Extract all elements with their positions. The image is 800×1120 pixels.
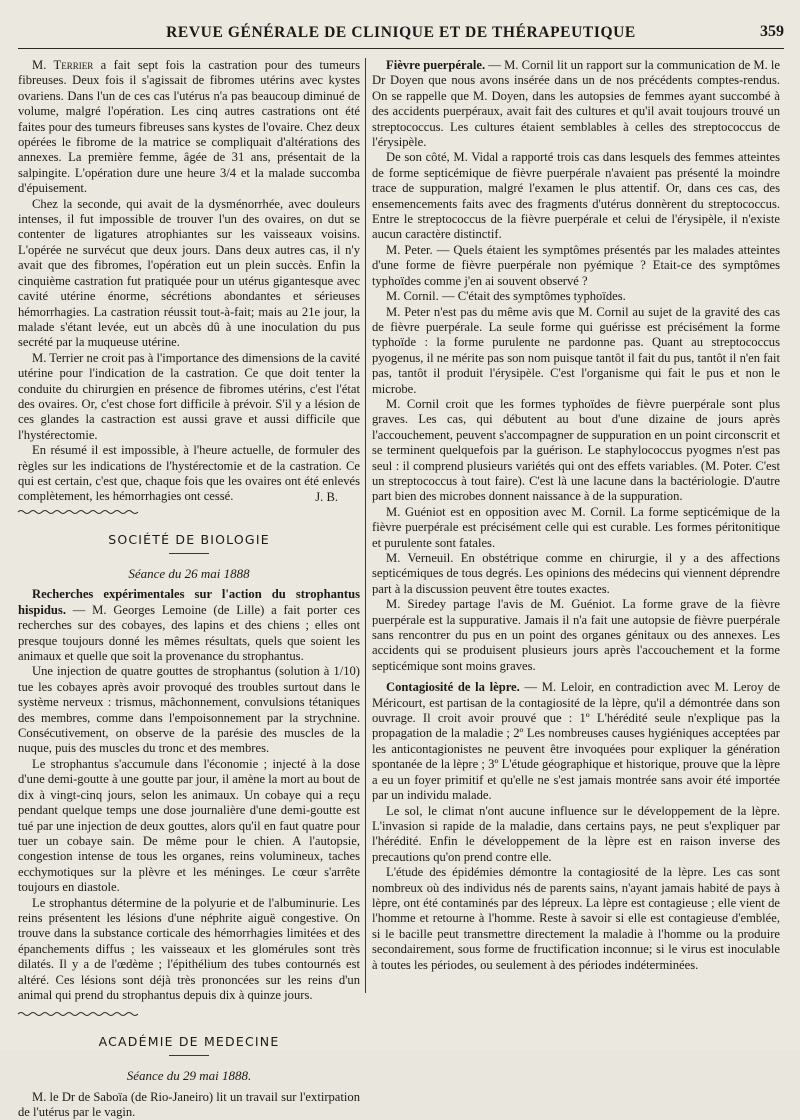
paragraph: M. Verneuil. En obstétrique comme en chirurgie, il y a des affections septicémiques de tous degrés. Les opinions des médecins qui viennent déprendre part à la discussion peuvent être toutes exactes. <box>372 551 780 596</box>
paragraph-text: — M. Georges Lemoine (de Lille) a fait porter ces recherches sur des cobayes, des lapins et des chiens ; elles ont presque toujours donné les mêmes résultats, quels que soient les animaux et quelle que soit la provenance du strophantus. <box>18 602 360 664</box>
paragraph: Le strophantus s'accumule dans l'économie ; injecté à la dose d'une demi-goutte à une goutte par jour, il amène la mort au bout de dix à vingt-cinq jours, selon les animaux. Un cobaye qui a reçu pendant quelque temps une dose journalière d'une demi-goutte est tué par une injection de deux gouttes, alors qu'il en faut quatre pour tuer un cobaye sain. De même pour le chien. A l'autopsie, congestion intense de tous les organes, reins volumineux, taches ecchymotiques sur la plèvre et les méninges. Le cœur s'arrête toujours en diastole. <box>18 756 360 895</box>
paragraph: M. Cornil croit que les formes typhoïdes de fièvre puerpérale sont plus graves. Les cas, qui débutent au bout d'une dizaine de jours après l'accouchement, peuvent s'accompagner de suppuration en un point circonscrit et se terminent quelquefois par la guérison. Le staphylococcus pyogmes n'est pas seul : il comprend plusieurs variétés qui ont des effets variables. (M. Poter. C'est un streptococcus à tout faire). C'est là une lacune dans la bactériologie. D'autre part bien des microbes donnent naissance à de la suppuration. <box>372 396 780 504</box>
ornament-divider <box>18 1011 138 1017</box>
running-head <box>18 22 784 46</box>
paragraph: M. Guéniot est en opposition avec M. Cornil. La forme septicémique de la fièvre puerpérale est précisément celle qui est curable. Les formes péritonitique et purulente sont fatales. <box>372 504 780 550</box>
paragraph: M. Cornil. — C'était des symptômes typhoïdes. <box>386 289 626 304</box>
paragraph <box>18 58 360 197</box>
paragraph: Chez la seconde, qui avait de la dysménorrhée, avec douleurs intenses, il fut impossible de trouver l'un des ovaires, on dut se contenter de ligatures atrophiantes sur les vaisseaux voisins. L'opérée ne survécut que deux jours. Dans deux autres cas, il n'y avait que des fibromes, l'opération eut un plein succès. Enfin la cinquième castration fut pratiquée pour un utérus gigantesque avec cavité utérine énorme, sécrétions abondantes et sérieuses hémorrhagies. La castration réussit tout-à-fait; mais au 21e jour, la malade s'étant levée, eut un abcès dû à une inoculation du pus secrété par la muqueuse utérine. <box>18 196 360 350</box>
journal-title: REVUE GÉNÉRALE DE CLINIQUE ET DE THÉRAPEUTIQUE <box>166 24 636 41</box>
paragraph: L'étude des épidémies démontre la contagiosité de la lèpre. Les cas sont nombreux où des individus nés de parents sains, n'ayant jamais habité de pays à lèpre, ont été contaminés par des lépreux. La lèpre est contagieuse ; elle vient de l'homme et retourne à l'homme. Reste à savoir si elle est contagieuse d'emblée, si le bacille peut transmettre directement la maladie à l'homme ou la produire secondairement, sous forme de fructification inconnue; si le virus est inoculable à toutes les périodes, ou seulement à des périodes indéterminées. <box>372 865 780 972</box>
paragraph-text: a fait sept fois la castration pour des tumeurs fibreuses. Deux fois il s'agissait de fibromes utérins avec kystes ovariens. Dans l'un de ces cas l'utérus n'a pas beaucoup diminué de volume, malgré l'opération. Les cinq autres castrations ont été faites pour des tumeurs fibreuses sans kystes de l'ovaire. Chez deux opérées le fibrome de la matrice se compliquait d'altérations des annexes. La première femme, âgée de 31 ans, présentait de la salpingite. L'opération dure une heure 3/4 et la malade succomba d'épuisement. <box>18 58 360 196</box>
paragraph-text: — M. Cornil lit un rapport sur la communication de M. le Dr Doyen que nous avons insérée dans un de nos précédents comptes-rendus. On se rappelle que M. Doyen, dans les autopsies de femmes ayant succombé à des accidents puerpéraux, avait fait des cultures et qu'il avait toujours trouvé un streptococcus. Les cultures étaient semblables à celles des streptococcus de l'érysipèle. <box>372 58 780 150</box>
page-number: 359 <box>760 23 784 40</box>
paragraph: M. Terrier ne croit pas à l'importance des dimensions de la cavité utérine pour l'indication de la castration. Ce que doit tenter la conduite du chirurgien en présence de fibromes utérins, c'est l'état des ovaires. Or, c'est chose fort difficile à prévoir. S'il y a lésion de ces glandes la castraction est aussi grave et aussi difficile que l'hystérectomie. <box>18 350 360 442</box>
section-rule <box>169 553 209 554</box>
paragraph: Une injection de quatre gouttes de strophantus (solution à 1/10) tue les cobayes après avoir provoqué des troubles surtout dans le système nerveux : trismus, mâchonnement, convulsions tétaniques des membres, comme dans l'empoisonnement par la strychnine. Consécutivement, on observe de la parésie des muscles de la nuque, puis des muscles du tronc et des membres. <box>18 664 360 756</box>
paragraph <box>372 680 780 803</box>
paragraph: M. Siredey partage l'avis de M. Guéniot. La forme grave de la fièvre puerpérale est la suppurative. Jamais il n'a fait une autopsie de fièvre puerpérale sans rencontrer du pus en un point des organes génitaux ou des annexes. Les accidents qui se produisent plusieurs jours après l'accouchement et la forme septicémique sont moins graves. <box>372 597 780 673</box>
paragraph-text: — M. Leloir, en contradiction avec M. Leroy de Méricourt, est partisan de la contagiosité de la lèpre, qu'il a démontrée dans son ouvrage. Il croit avoir prouvé que : 1º L'hérédité seule n'explique pas la propagation de la maladie ; 2º Les nombreuses causes hygiéniques acceptées par les anticontagionistes ne peuvent être invoquées pour expliquer la génération spontanée de la lèpre ; 3º L'étude géographique et historique, prouve que la lèpre a eu un foyer primitif et qu'elle ne s'est jamais montrée sans avoir été importée par un individu malade. <box>372 680 780 803</box>
session-date: Séance du 29 mai 1888. <box>126 1068 252 1084</box>
ornament-divider <box>18 509 138 515</box>
author-name: M. Terrier <box>32 58 94 72</box>
paragraph: M. le Dr de Saboïa (de Rio-Janeiro) lit un travail sur l'extirpation de l'utérus par le vagin. <box>18 1089 360 1119</box>
paragraph <box>372 58 780 150</box>
signature: J. B. <box>315 489 338 504</box>
section-rule <box>169 1055 209 1056</box>
header-rule <box>18 48 784 49</box>
session-date: Séance du 26 mai 1888 <box>128 566 250 581</box>
paragraph: M. Peter n'est pas du même avis que M. Cornil au sujet de la gravité des cas de fièvre puerpérale. La seule forme qui guérisse est précisément la forme typhoïde : la forme purulente ne pardonne pas. Quant au streptococcus pyogenus, il ne mérite pas son nom puisque tantôt il fait du pus, tantôt il n'en fait pas, tantôt il produit l'érysipèle. C'est l'organisme qui fait le pus et non le microbe. <box>372 304 780 396</box>
paragraph: Le strophantus détermine de la polyurie et de l'albuminurie. Les reins présentent les lésions d'une néphrite aiguë congestive. On trouve dans la substance corticale des hémorrhagies limitées et des épanchements diffus ; les vaisseaux et les glomérules sont très dilatés. Il y a de l'œdème ; l'épithélium des tubes contournés est altéré. Ces lésions sont déjà très prononcées sur les reins d'un animal qui prend du strophantus depuis dix à quinze jours. <box>18 895 360 1002</box>
section-title: SOCIÉTÉ DE BIOLOGIE <box>108 531 270 547</box>
article-heading: Contagiosité de la lèpre. <box>386 680 520 695</box>
paragraph: M. Peter. — Quels étaient les symptômes présentés par les malades atteintes d'une forme de fièvre puerpérale non pyémique ? Etait-ce des symptômes typhoïdes comme j'en ai souvent observé ? <box>372 242 780 288</box>
article-heading: Recherches expérimentales sur l'action du strophantus hispidus. <box>18 587 360 617</box>
article-heading: Fièvre puerpérale. <box>386 58 486 72</box>
left-column <box>18 58 360 1119</box>
paragraph: Le sol, le climat n'ont aucune influence sur le développement de la lèpre. L'invasion si rapide de la maladie, dans certains pays, ne peut s'expliquer par l'hérédité. Enfin le développement de la lèpre est en raison inverse des precautions qu'on prend contre elle. <box>372 803 780 864</box>
paragraph <box>18 587 360 664</box>
right-column <box>372 58 780 1038</box>
paragraph: De son côté, M. Vidal a rapporté trois cas dans lesquels des femmes atteintes de forme septicémique de fièvre puerpérale n'avaient pas présenté la moindre trace de suppuration, malgré l'examen le plus attentif. Or, dans ces cas, des ensemencements faits avec des fragments d'utérus donnèrent du streptococcus. Entre le streptococcus de la fièvre puerpérale et celui de l'érysipèle, il n'existe aucun caractère distinctif. <box>372 150 780 242</box>
paragraph: En résumé il est impossible, à l'heure actuelle, de formuler des règles sur les indications de l'hystérectomie et de la castration. Ce qui est certain, c'est que, chaque fois que les ovaires ont été enlevés complètement, les hémorrhagies ont cessé. <box>18 443 360 504</box>
section-title: ACADÉMIE DE MEDECINE <box>98 1033 280 1049</box>
column-divider <box>365 58 366 993</box>
